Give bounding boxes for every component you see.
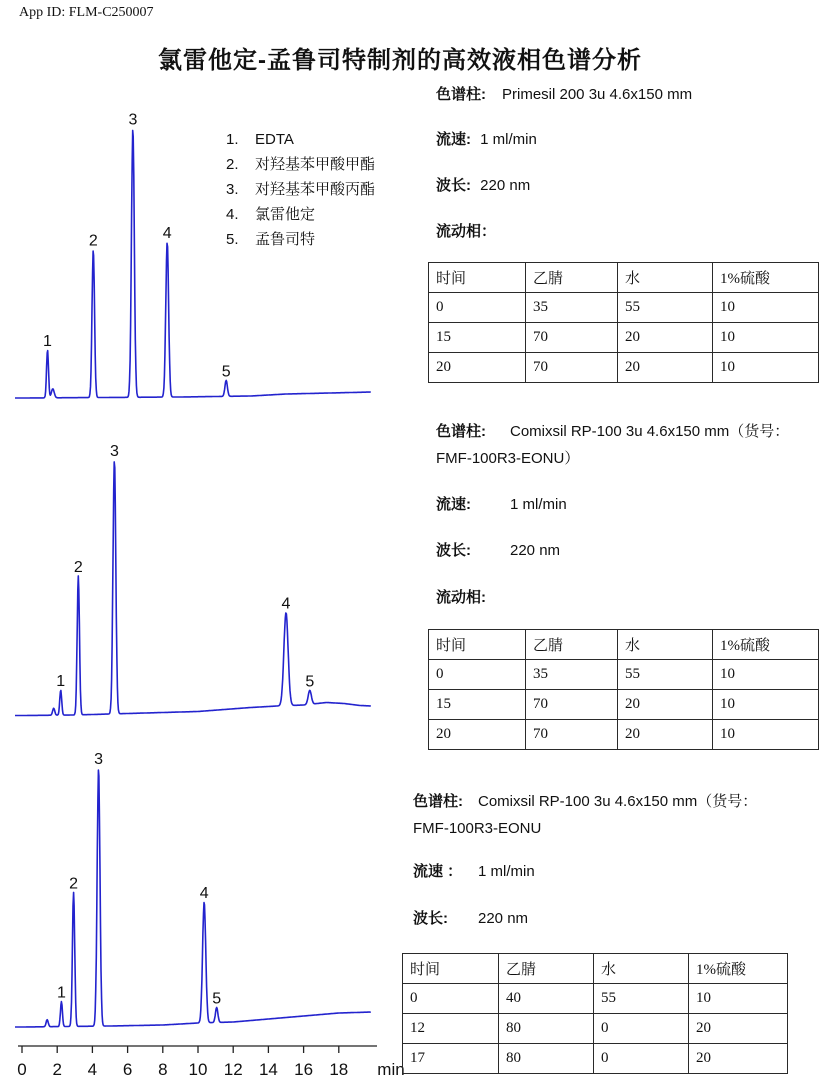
table-cell: 10 xyxy=(713,323,819,353)
table-header-cell: 乙腈 xyxy=(499,954,594,984)
legend-number: 2. xyxy=(226,156,239,173)
wavelength-value: 220 nm xyxy=(478,910,529,927)
table-row xyxy=(429,353,819,383)
table-cell: 20 xyxy=(689,1014,788,1044)
wavelength-line xyxy=(436,177,530,194)
peak-label: 3 xyxy=(109,442,119,460)
peak-label: 4 xyxy=(281,595,291,613)
column-line-2 xyxy=(436,450,579,467)
table-cell: 20 xyxy=(429,720,526,750)
table-header-cell: 水 xyxy=(594,954,689,984)
table-header-cell: 乙腈 xyxy=(526,630,618,660)
wavelength-line xyxy=(436,542,561,559)
column-line xyxy=(436,423,790,440)
table-cell: 20 xyxy=(618,690,713,720)
mobile-phase-label: 流动相： xyxy=(436,223,497,240)
legend-number: 5. xyxy=(226,231,239,248)
axis-tick-label: 12 xyxy=(223,1060,243,1079)
table-cell: 10 xyxy=(689,984,788,1014)
peak-label: 2 xyxy=(88,232,98,250)
mobile-phase-table xyxy=(402,953,788,1074)
column-value: Primesil 200 3u 4.6x150 mm xyxy=(502,86,693,103)
legend-item xyxy=(226,231,375,256)
table-row xyxy=(403,984,788,1014)
flow-line xyxy=(436,496,567,513)
table-cell: 10 xyxy=(713,720,819,750)
trace xyxy=(15,770,371,1027)
table-cell: 10 xyxy=(713,660,819,690)
table-cell: 10 xyxy=(713,690,819,720)
table-cell: 55 xyxy=(618,660,713,690)
table-header-row xyxy=(403,954,788,984)
table-cell: 15 xyxy=(429,323,526,353)
table-cell: 20 xyxy=(618,353,713,383)
chromatogram-3 xyxy=(0,740,400,1036)
table-cell: 35 xyxy=(526,293,618,323)
table-cell: 70 xyxy=(526,690,618,720)
flow-line xyxy=(436,131,537,148)
peak-label: 1 xyxy=(56,673,66,691)
flow-value: 1 ml/min xyxy=(480,131,537,148)
wavelength-value: 220 nm xyxy=(480,177,531,194)
table-cell: 40 xyxy=(499,984,594,1014)
table-header-cell: 1%硫酸 xyxy=(689,954,788,984)
table-row xyxy=(429,720,819,750)
table-cell: 20 xyxy=(429,353,526,383)
time-axis xyxy=(0,1035,430,1091)
table-header-cell: 1%硫酸 xyxy=(713,263,819,293)
table-cell: 70 xyxy=(526,323,618,353)
axis-tick-label: 8 xyxy=(158,1060,168,1079)
legend-item xyxy=(226,206,375,231)
column-value-line2: FMF-100R3-EONU） xyxy=(436,450,580,467)
peak-label: 5 xyxy=(212,990,222,1008)
peak-label: 3 xyxy=(128,111,138,129)
legend-label: 氯雷他定 xyxy=(255,206,316,223)
table-cell: 80 xyxy=(499,1014,594,1044)
mobile-phase-table xyxy=(428,262,819,383)
legend-number: 3. xyxy=(226,181,239,198)
table-header-row xyxy=(429,630,819,660)
table-cell: 0 xyxy=(594,1014,689,1044)
mobile-phase-label: 流动相: xyxy=(436,589,486,606)
axis-tick-label: 14 xyxy=(258,1060,278,1079)
table-cell: 15 xyxy=(429,690,526,720)
table-cell: 12 xyxy=(403,1014,499,1044)
table-row xyxy=(429,323,819,353)
legend-label: 孟鲁司特 xyxy=(255,231,316,248)
table-cell: 10 xyxy=(713,353,819,383)
wavelength-value: 220 nm xyxy=(510,542,561,559)
flow-value: 1 ml/min xyxy=(510,496,567,513)
legend-item xyxy=(226,181,375,206)
legend-item xyxy=(226,131,375,156)
table-cell: 0 xyxy=(429,660,526,690)
table-row xyxy=(403,1014,788,1044)
peak-label: 3 xyxy=(94,751,104,769)
table-cell: 20 xyxy=(689,1044,788,1074)
table-cell: 55 xyxy=(618,293,713,323)
legend-item xyxy=(226,156,375,181)
table-header-cell: 乙腈 xyxy=(526,263,618,293)
flow-line xyxy=(413,863,535,880)
table-header-cell: 时间 xyxy=(403,954,499,984)
table-cell: 0 xyxy=(429,293,526,323)
axis-tick-label: 6 xyxy=(122,1060,133,1079)
wavelength-label: 波长: xyxy=(436,177,471,194)
table-cell: 17 xyxy=(403,1044,499,1074)
peak-legend xyxy=(226,131,375,256)
flow-value: 1 ml/min xyxy=(478,863,535,880)
axis-tick-label: 4 xyxy=(87,1060,98,1079)
table-cell: 80 xyxy=(499,1044,594,1074)
axis-tick-label: 16 xyxy=(294,1060,314,1079)
mobile-phase-line xyxy=(436,223,496,240)
table-row xyxy=(429,293,819,323)
column-line xyxy=(413,793,758,810)
table-header-row xyxy=(429,263,819,293)
app-id: App ID: FLM-C250007 xyxy=(19,5,154,20)
legend-label: 对羟基苯甲酸甲酯 xyxy=(255,156,376,173)
peak-label: 5 xyxy=(305,673,315,691)
peak-label: 4 xyxy=(162,225,172,243)
column-value: Comixsil RP-100 3u 4.6x150 mm（货号： xyxy=(478,793,758,810)
table-row xyxy=(403,1044,788,1074)
column-value-line2: FMF-100R3-EONU xyxy=(413,820,542,837)
axis-tick-label: 0 xyxy=(17,1060,27,1079)
peak-label: 1 xyxy=(43,332,52,350)
peak-label: 5 xyxy=(221,363,231,381)
wavelength-label: 波长: xyxy=(436,542,471,559)
column-label: 色谱柱: xyxy=(436,86,486,103)
table-cell: 70 xyxy=(526,353,618,383)
column-label: 色谱柱: xyxy=(413,793,463,810)
peak-label: 2 xyxy=(73,558,83,576)
mobile-phase-line xyxy=(436,589,486,606)
table-cell: 70 xyxy=(526,720,618,750)
peak-label: 2 xyxy=(69,875,79,893)
table-cell: 10 xyxy=(713,293,819,323)
axis-tick-label: 10 xyxy=(188,1060,208,1079)
peak-label: 1 xyxy=(56,984,66,1002)
legend-label: EDTA xyxy=(255,131,294,148)
wavelength-line xyxy=(413,910,529,927)
flow-label: 流速 ： xyxy=(413,863,463,880)
table-cell: 35 xyxy=(526,660,618,690)
table-cell: 55 xyxy=(594,984,689,1014)
table-header-cell: 水 xyxy=(618,263,713,293)
axis-tick-label: 18 xyxy=(329,1060,349,1079)
axis-unit-label: min xyxy=(377,1060,405,1079)
axis-tick-label: 2 xyxy=(52,1060,62,1079)
flow-label: 流速: xyxy=(436,131,471,148)
legend-label: 对羟基苯甲酸丙酯 xyxy=(255,181,376,198)
legend-number: 1. xyxy=(226,131,239,148)
wavelength-label: 波长: xyxy=(413,910,448,927)
column-label: 色谱柱: xyxy=(436,423,486,440)
peak-label: 4 xyxy=(199,884,209,902)
table-cell: 0 xyxy=(594,1044,689,1074)
table-cell: 20 xyxy=(618,323,713,353)
table-header-cell: 1%硫酸 xyxy=(713,630,819,660)
page-title: 氯雷他定-孟鲁司特制剂的高效液相色谱分析 xyxy=(158,47,642,74)
mobile-phase-table xyxy=(428,629,819,750)
table-row xyxy=(429,660,819,690)
legend-number: 4. xyxy=(226,206,239,223)
column-value: Comixsil RP-100 3u 4.6x150 mm（货号： xyxy=(510,423,790,440)
table-header-cell: 时间 xyxy=(429,630,526,660)
table-header-cell: 时间 xyxy=(429,263,526,293)
chromatogram-2 xyxy=(0,430,400,726)
table-header-cell: 水 xyxy=(618,630,713,660)
table-row xyxy=(429,690,819,720)
flow-label: 流速: xyxy=(436,496,471,513)
table-cell: 20 xyxy=(618,720,713,750)
table-cell: 0 xyxy=(403,984,499,1014)
trace xyxy=(15,462,371,716)
column-line-2 xyxy=(413,820,541,837)
column-line xyxy=(436,86,693,103)
